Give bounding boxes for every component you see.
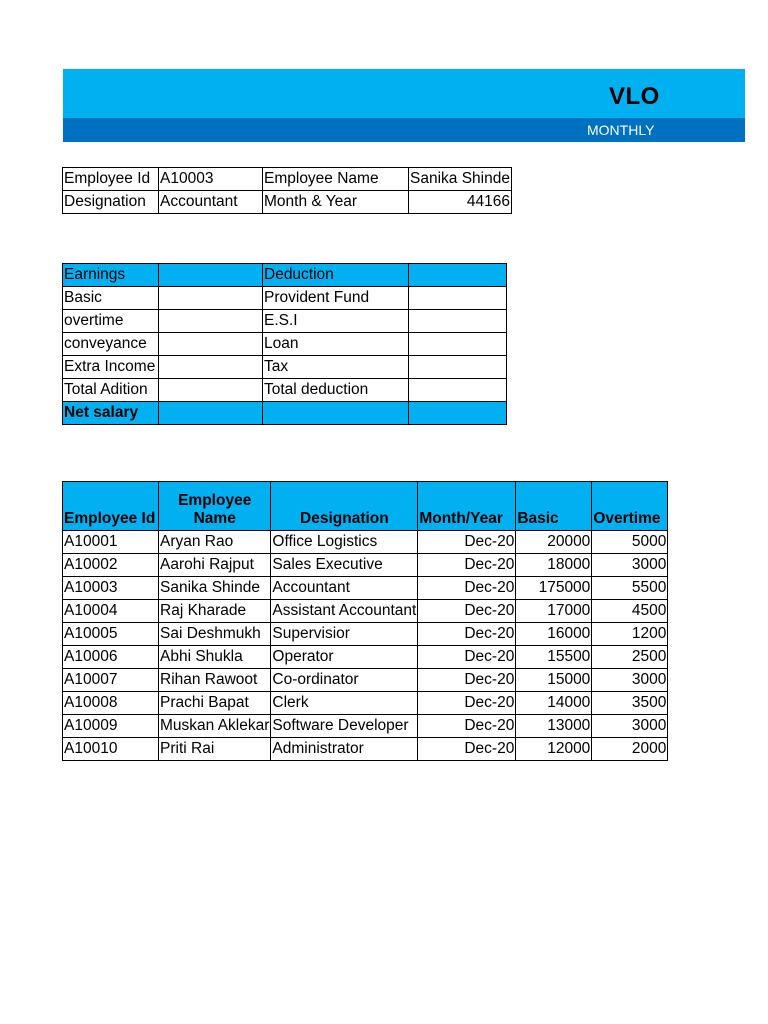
calc-row xyxy=(63,379,507,402)
overtime-cell[interactable]: 2000 xyxy=(592,738,668,761)
calc-label-cell[interactable]: Loan xyxy=(263,333,409,356)
calc-value-cell[interactable] xyxy=(409,356,507,379)
employee-row xyxy=(63,692,668,715)
info-label-cell[interactable]: Designation xyxy=(63,191,159,214)
employee-id-cell[interactable]: A10009 xyxy=(63,715,159,738)
column-header[interactable]: Employee Id xyxy=(63,482,159,531)
employee-id-cell[interactable]: A10004 xyxy=(63,600,159,623)
calc-label-cell[interactable]: conveyance xyxy=(63,333,159,356)
overtime-cell[interactable]: 3000 xyxy=(592,715,668,738)
employee-id-cell[interactable]: A10010 xyxy=(63,738,159,761)
month-year-cell[interactable]: Dec-20 xyxy=(418,646,516,669)
employee-info-table xyxy=(62,167,512,214)
overtime-cell[interactable]: 2500 xyxy=(592,646,668,669)
designation-cell[interactable]: Administrator xyxy=(271,738,418,761)
employee-name-cell[interactable]: Aarohi Rajput xyxy=(159,554,271,577)
info-label-cell[interactable]: Employee Name xyxy=(263,168,409,191)
employee-data-table xyxy=(62,481,668,761)
employee-name-cell[interactable]: Muskan Aklekar xyxy=(159,715,271,738)
banner-subtitle: MONTHLY xyxy=(587,122,655,138)
designation-cell[interactable]: Supervisior xyxy=(271,623,418,646)
month-year-cell[interactable]: Dec-20 xyxy=(418,577,516,600)
designation-cell[interactable]: Clerk xyxy=(271,692,418,715)
basic-cell[interactable]: 12000 xyxy=(516,738,592,761)
banner-top-band xyxy=(63,69,745,118)
calc-label-cell[interactable]: overtime xyxy=(63,310,159,333)
calc-value-cell[interactable] xyxy=(159,287,263,310)
month-year-cell[interactable]: Dec-20 xyxy=(418,669,516,692)
calc-label-cell[interactable]: Provident Fund xyxy=(263,287,409,310)
info-value-cell[interactable]: Sanika Shinde xyxy=(409,168,512,191)
calc-row xyxy=(63,333,507,356)
basic-cell[interactable]: 14000 xyxy=(516,692,592,715)
calc-value-cell[interactable] xyxy=(159,333,263,356)
banner-title: VLO xyxy=(609,83,660,110)
employee-name-cell[interactable]: Prachi Bapat xyxy=(159,692,271,715)
overtime-cell[interactable]: 3500 xyxy=(592,692,668,715)
info-value-cell[interactable]: 44166 xyxy=(409,191,512,214)
column-header[interactable]: Designation xyxy=(271,482,418,531)
employee-row xyxy=(63,669,668,692)
employee-row xyxy=(63,623,668,646)
calc-label-cell[interactable]: Total deduction xyxy=(263,379,409,402)
designation-cell[interactable]: Operator xyxy=(271,646,418,669)
calc-header-cell[interactable] xyxy=(409,264,507,287)
calc-row xyxy=(63,356,507,379)
employee-name-cell[interactable]: Rihan Rawoot xyxy=(159,669,271,692)
basic-cell[interactable]: 18000 xyxy=(516,554,592,577)
month-year-cell[interactable]: Dec-20 xyxy=(418,692,516,715)
employee-id-cell[interactable]: A10002 xyxy=(63,554,159,577)
overtime-cell[interactable]: 5000 xyxy=(592,531,668,554)
calc-value-cell[interactable] xyxy=(409,379,507,402)
calc-value-cell[interactable] xyxy=(409,333,507,356)
designation-cell[interactable]: Co-ordinator xyxy=(271,669,418,692)
calc-label-cell[interactable]: E.S.I xyxy=(263,310,409,333)
net-salary-label[interactable]: Net salary xyxy=(63,402,159,425)
calc-label-cell[interactable]: Tax xyxy=(263,356,409,379)
calc-value-cell[interactable] xyxy=(409,310,507,333)
calc-value-cell[interactable] xyxy=(159,310,263,333)
basic-cell[interactable]: 13000 xyxy=(516,715,592,738)
employee-row xyxy=(63,531,668,554)
employee-id-cell[interactable]: A10003 xyxy=(63,577,159,600)
calc-header-cell[interactable] xyxy=(159,264,263,287)
employee-name-cell[interactable]: Raj Kharade xyxy=(159,600,271,623)
calc-header-cell[interactable]: Deduction xyxy=(263,264,409,287)
month-year-cell[interactable]: Dec-20 xyxy=(418,554,516,577)
employee-name-cell[interactable]: Aryan Rao xyxy=(159,531,271,554)
title-banner xyxy=(63,69,745,142)
basic-cell[interactable]: 20000 xyxy=(516,531,592,554)
column-header[interactable]: Month/Year xyxy=(418,482,516,531)
month-year-cell[interactable]: Dec-20 xyxy=(418,531,516,554)
employee-row xyxy=(63,600,668,623)
designation-cell[interactable]: Office Logistics xyxy=(271,531,418,554)
column-header[interactable]: Overtime xyxy=(592,482,668,531)
month-year-cell[interactable]: Dec-20 xyxy=(418,600,516,623)
designation-cell[interactable]: Software Developer xyxy=(271,715,418,738)
info-value-cell[interactable]: Accountant xyxy=(159,191,263,214)
calc-value-cell[interactable] xyxy=(159,356,263,379)
overtime-cell[interactable]: 3000 xyxy=(592,554,668,577)
column-header[interactable]: Basic xyxy=(516,482,592,531)
calc-row xyxy=(63,287,507,310)
employee-id-cell[interactable]: A10008 xyxy=(63,692,159,715)
banner-bottom-band xyxy=(63,118,745,142)
net-salary-cell[interactable] xyxy=(263,402,409,425)
overtime-cell[interactable]: 5500 xyxy=(592,577,668,600)
net-salary-cell[interactable] xyxy=(159,402,263,425)
basic-cell[interactable]: 15000 xyxy=(516,669,592,692)
employee-id-cell[interactable]: A10005 xyxy=(63,623,159,646)
calc-label-cell[interactable]: Total Adition xyxy=(63,379,159,402)
column-header[interactable]: Employee Name xyxy=(159,482,271,531)
basic-cell[interactable]: 15500 xyxy=(516,646,592,669)
info-label-cell[interactable]: Month & Year xyxy=(263,191,409,214)
basic-cell[interactable]: 175000 xyxy=(516,577,592,600)
month-year-cell[interactable]: Dec-20 xyxy=(418,715,516,738)
calc-label-cell[interactable]: Basic xyxy=(63,287,159,310)
employee-id-cell[interactable]: A10001 xyxy=(63,531,159,554)
calc-label-cell[interactable]: Extra Income xyxy=(63,356,159,379)
calc-value-cell[interactable] xyxy=(409,287,507,310)
overtime-cell[interactable]: 1200 xyxy=(592,623,668,646)
basic-cell[interactable]: 16000 xyxy=(516,623,592,646)
employee-name-cell[interactable]: Sanika Shinde xyxy=(159,577,271,600)
overtime-cell[interactable]: 4500 xyxy=(592,600,668,623)
info-value-cell[interactable]: A10003 xyxy=(159,168,263,191)
info-label-cell[interactable]: Employee Id xyxy=(63,168,159,191)
employee-row xyxy=(63,577,668,600)
designation-cell[interactable]: Accountant xyxy=(271,577,418,600)
employee-name-cell[interactable]: Sai Deshmukh xyxy=(159,623,271,646)
employee-row xyxy=(63,715,668,738)
month-year-cell[interactable]: Dec-20 xyxy=(418,738,516,761)
employee-id-cell[interactable]: A10007 xyxy=(63,669,159,692)
calc-header-cell[interactable]: Earnings xyxy=(63,264,159,287)
designation-cell[interactable]: Assistant Accountant xyxy=(271,600,418,623)
calc-header-row xyxy=(63,264,507,287)
info-row xyxy=(63,191,512,214)
employee-header-row xyxy=(63,482,668,531)
employee-name-cell[interactable]: Priti Rai xyxy=(159,738,271,761)
employee-row xyxy=(63,646,668,669)
employee-row xyxy=(63,554,668,577)
employee-id-cell[interactable]: A10006 xyxy=(63,646,159,669)
month-year-cell[interactable]: Dec-20 xyxy=(418,623,516,646)
basic-cell[interactable]: 17000 xyxy=(516,600,592,623)
designation-cell[interactable]: Sales Executive xyxy=(271,554,418,577)
net-salary-row xyxy=(63,402,507,425)
salary-calculation-table xyxy=(62,263,507,425)
employee-name-cell[interactable]: Abhi Shukla xyxy=(159,646,271,669)
net-salary-cell[interactable] xyxy=(409,402,507,425)
overtime-cell[interactable]: 3000 xyxy=(592,669,668,692)
calc-value-cell[interactable] xyxy=(159,379,263,402)
calc-row xyxy=(63,310,507,333)
employee-row xyxy=(63,738,668,761)
info-row xyxy=(63,168,512,191)
